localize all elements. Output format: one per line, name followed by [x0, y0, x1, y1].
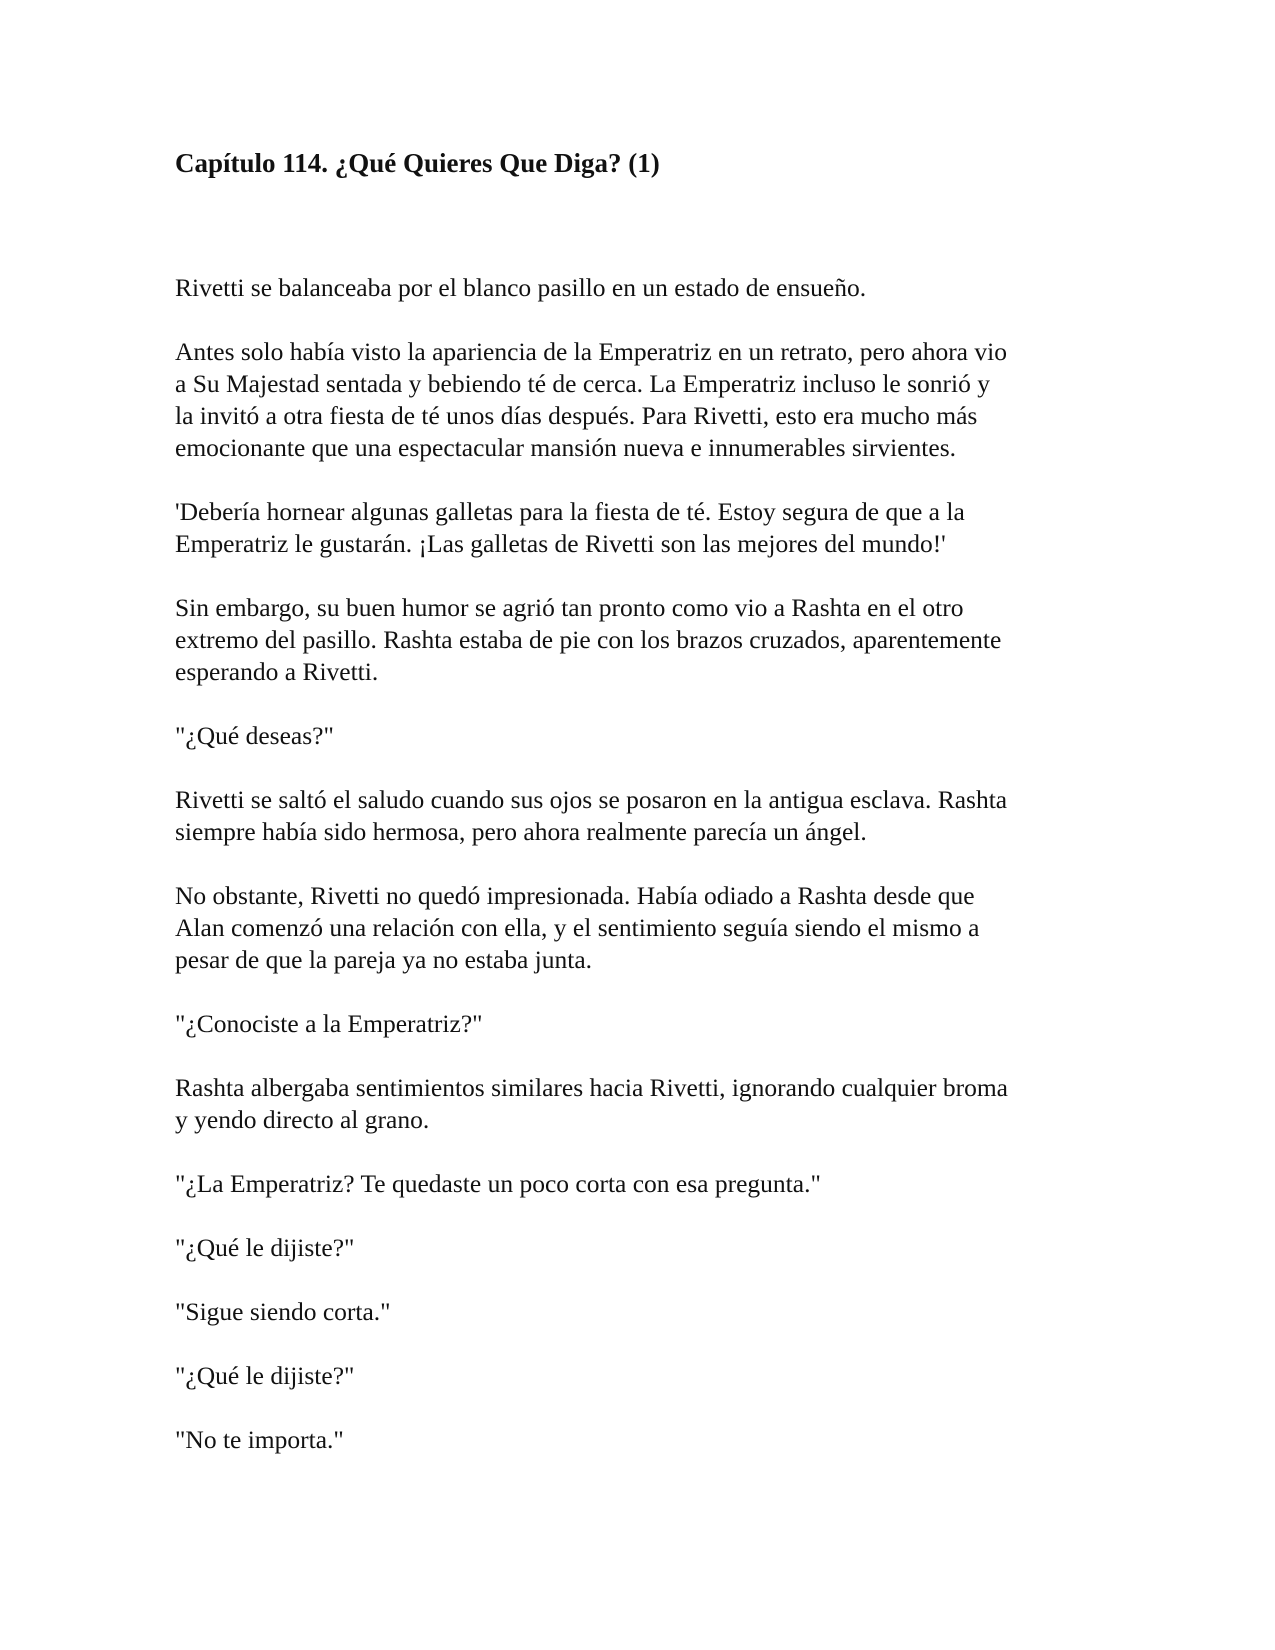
- text-line: pesar de que la pareja ya no estaba junta.: [175, 945, 593, 974]
- text-line: Alan comenzó una relación con ella, y el sentimiento seguía siendo el mismo a: [175, 913, 980, 942]
- text-line: Rashta albergaba sentimientos similares hacia Rivetti, ignorando cualquier broma: [175, 1073, 1008, 1102]
- paragraph: [175, 496, 1105, 560]
- paragraph: [175, 1424, 1105, 1456]
- text-line: "¿Qué deseas?": [175, 721, 334, 750]
- paragraph: [175, 336, 1105, 464]
- text-line: emocionante que una espectacular mansión nueva e innumerables sirvientes.: [175, 433, 956, 462]
- paragraph: [175, 880, 1105, 976]
- paragraph: [175, 1008, 1105, 1040]
- text-line: la invitó a otra fiesta de té unos días después. Para Rivetti, esto era mucho más: [175, 401, 978, 430]
- text-line: "¿La Emperatriz? Te quedaste un poco corta con esa pregunta.": [175, 1169, 821, 1198]
- text-line: a Su Majestad sentada y bebiendo té de cerca. La Emperatriz incluso le sonrió y: [175, 369, 990, 398]
- text-line: No obstante, Rivetti no quedó impresionada. Había odiado a Rashta desde que: [175, 881, 975, 910]
- body-text: [175, 272, 1105, 1488]
- text-line: siempre había sido hermosa, pero ahora realmente parecía un ángel.: [175, 817, 867, 846]
- text-line: 'Debería hornear algunas galletas para la fiesta de té. Estoy segura de que a la: [175, 497, 965, 526]
- text-line: "¿Qué le dijiste?": [175, 1361, 355, 1390]
- text-line: Rivetti se balanceaba por el blanco pasillo en un estado de ensueño.: [175, 273, 867, 302]
- text-line: y yendo directo al grano.: [175, 1105, 430, 1134]
- paragraph: [175, 1360, 1105, 1392]
- text-line: "¿Qué le dijiste?": [175, 1233, 355, 1262]
- text-line: Sin embargo, su buen humor se agrió tan pronto como vio a Rashta en el otro: [175, 593, 964, 622]
- paragraph: [175, 1168, 1105, 1200]
- text-line: extremo del pasillo. Rashta estaba de pie con los brazos cruzados, aparentemente: [175, 625, 1002, 654]
- text-line: Emperatriz le gustarán. ¡Las galletas de Rivetti son las mejores del mundo!': [175, 529, 946, 558]
- paragraph: [175, 272, 1105, 304]
- text-line: "Sigue siendo corta.": [175, 1297, 391, 1326]
- chapter-title: Capítulo 114. ¿Qué Quieres Que Diga? (1): [175, 148, 660, 178]
- paragraph: [175, 592, 1105, 688]
- text-line: esperando a Rivetti.: [175, 657, 379, 686]
- text-line: "¿Conociste a la Emperatriz?": [175, 1009, 483, 1038]
- text-line: "No te importa.": [175, 1425, 344, 1454]
- paragraph: [175, 1232, 1105, 1264]
- paragraph: [175, 720, 1105, 752]
- paragraph: [175, 1296, 1105, 1328]
- text-line: Rivetti se saltó el saludo cuando sus ojos se posaron en la antigua esclava. Rashta: [175, 785, 1008, 814]
- paragraph: [175, 1072, 1105, 1136]
- paragraph: [175, 784, 1105, 848]
- text-line: Antes solo había visto la apariencia de la Emperatriz en un retrato, pero ahora vio: [175, 337, 1007, 366]
